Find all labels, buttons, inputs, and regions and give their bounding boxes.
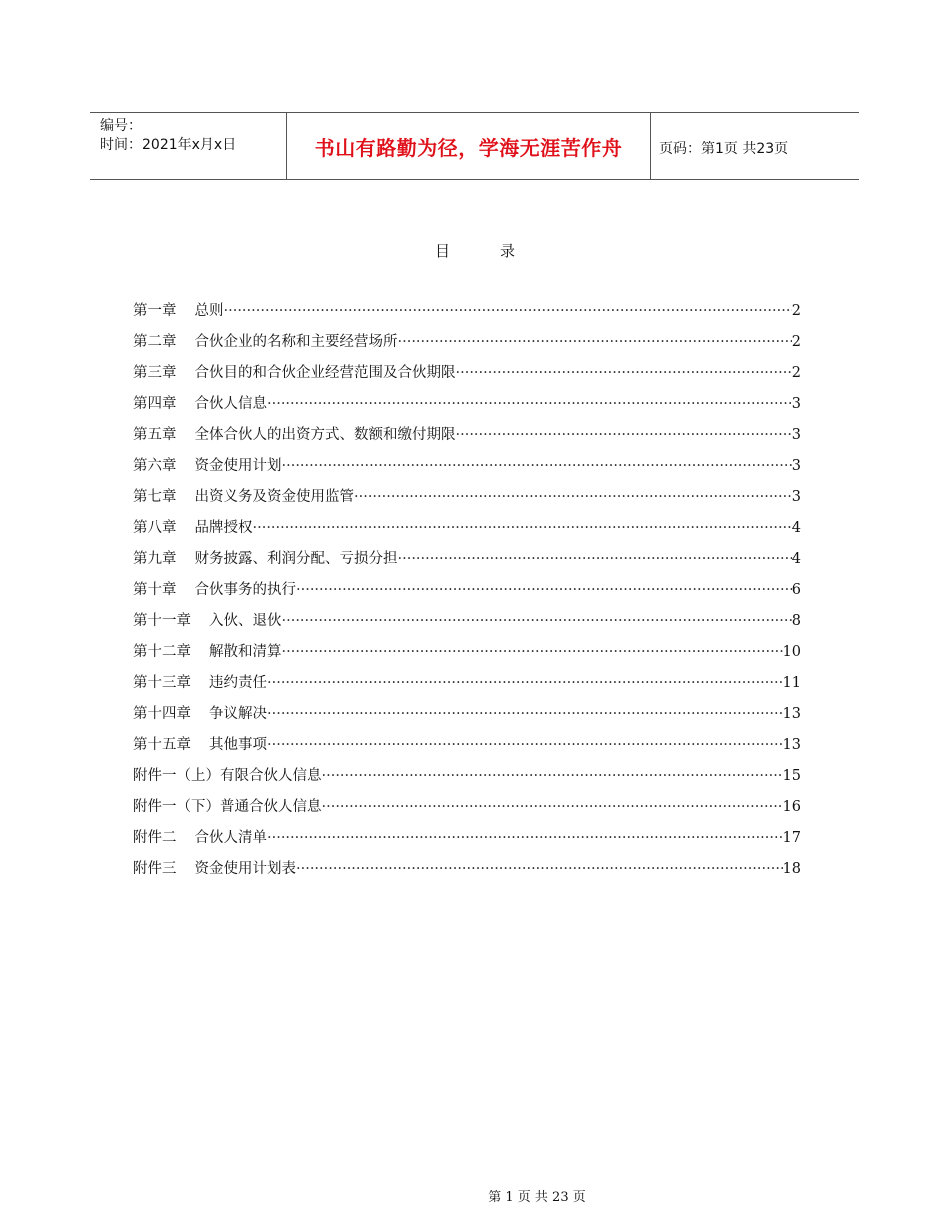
toc-entry-label [133,454,282,475]
toc-entry-label [133,857,296,878]
toc-entry-number: 第七章 [133,489,177,505]
toc-dot-leader [398,551,792,567]
toc-entry-label [133,702,267,723]
toc-dot-leader [398,334,792,350]
toc-entry-page: 6 [791,582,801,598]
toc-entry-label [133,764,322,785]
toc-entry[interactable] [133,578,801,609]
toc-entry[interactable] [133,547,801,578]
toc-entry-number: 第九章 [133,551,177,567]
toc-entry-title: 争议解决 [209,706,267,722]
toc-entry-title: 财务披露、利润分配、亏损分担 [194,551,398,567]
toc-entry-page: 8 [791,613,801,629]
toc-dot-leader [296,861,783,877]
toc-entry-label [133,671,267,692]
toc-entry-title: 合伙事务的执行 [194,582,296,598]
toc-entry-number: 第五章 [133,427,177,443]
table-of-contents [133,299,801,888]
toc-entry[interactable] [133,733,801,764]
toc-entry-title: 普通合伙人信息 [220,799,322,815]
motto-text: 书山有路勤为径，学海无涯苦作舟 [314,135,623,160]
page-header [90,112,859,180]
toc-entry-page: 3 [791,489,801,505]
page-footer: 第 1 页 共 23 页 [488,1190,586,1205]
toc-entry-number: 附件一（上） [133,768,220,784]
toc-dot-leader [267,737,783,753]
toc-dot-leader [296,582,792,598]
toc-entry-page: 15 [782,768,801,784]
toc-dot-leader [282,613,792,629]
page-info: 页码：第1页 共23页 [659,141,789,157]
toc-entry-number: 第二章 [133,334,177,350]
toc-entry-label [133,609,282,630]
toc-dot-leader [322,799,783,815]
toc-entry-number: 第十一章 [133,613,191,629]
toc-entry[interactable] [133,702,801,733]
toc-entry-label [133,299,224,320]
toc-entry-title: 其他事项 [209,737,267,753]
toc-entry-label [133,485,354,506]
toc-entry-title: 解散和清算 [209,644,282,660]
toc-entry-label [133,795,322,816]
toc-entry[interactable] [133,764,801,795]
serial-label: 编号： [100,118,142,134]
toc-entry-number: 第十章 [133,582,177,598]
toc-entry-label [133,361,456,382]
header-page-cell [649,113,859,179]
toc-dot-leader [267,396,792,412]
toc-entry-number: 附件二 [133,830,177,846]
toc-entry[interactable] [133,299,801,330]
toc-entry-page: 3 [791,427,801,443]
toc-dot-leader [322,768,783,784]
toc-entry-label [133,516,253,537]
toc-title: 目录 [434,242,565,260]
toc-entry-page: 16 [782,799,801,815]
toc-entry-number: 第三章 [133,365,177,381]
toc-entry-title: 品牌授权 [194,520,253,536]
toc-entry-page: 2 [791,365,801,381]
toc-entry[interactable] [133,857,801,888]
toc-entry-page: 13 [782,706,801,722]
toc-dot-leader [282,644,783,660]
toc-entry-page: 18 [782,861,801,877]
toc-entry-page: 11 [782,675,801,691]
toc-entry[interactable] [133,485,801,516]
toc-entry-page: 4 [791,551,801,567]
toc-dot-leader [267,830,783,846]
toc-entry-page: 3 [791,458,801,474]
toc-entry-label [133,640,282,661]
toc-entry-number: 第四章 [133,396,177,412]
toc-entry-title: 合伙人信息 [194,396,267,412]
toc-entry[interactable] [133,516,801,547]
toc-entry-title: 违约责任 [209,675,267,691]
toc-entry-label [133,330,398,351]
toc-dot-leader [456,427,792,443]
toc-dot-leader [224,303,792,319]
toc-entry-page: 2 [791,334,801,350]
toc-entry-title: 总则 [194,303,224,319]
toc-entry-number: 附件一（下） [133,799,220,815]
toc-entry[interactable] [133,609,801,640]
toc-entry-number: 第十三章 [133,675,191,691]
toc-entry-title: 入伙、退伙 [209,613,282,629]
toc-entry[interactable] [133,640,801,671]
toc-entry[interactable] [133,361,801,392]
toc-entry-title: 合伙企业的名称和主要经营场所 [194,334,398,350]
toc-entry-title: 有限合伙人信息 [220,768,322,784]
toc-entry-title: 全体合伙人的出资方式、数额和缴付期限 [194,427,456,443]
toc-entry[interactable] [133,423,801,454]
toc-entry-number: 附件三 [133,861,177,877]
toc-entry-page: 3 [791,396,801,412]
toc-dot-leader [267,675,783,691]
toc-entry-title: 出资义务及资金使用监管 [194,489,354,505]
toc-entry-title: 资金使用计划表 [194,861,296,877]
toc-entry-label [133,578,296,599]
toc-entry-title: 合伙目的和合伙企业经营范围及合伙期限 [194,365,456,381]
toc-dot-leader [267,706,783,722]
toc-dot-leader [282,458,792,474]
toc-entry-number: 第十二章 [133,644,191,660]
toc-entry[interactable] [133,392,801,423]
toc-entry[interactable] [133,454,801,485]
toc-entry-number: 第十四章 [133,706,191,722]
toc-entry[interactable] [133,671,801,702]
toc-entry-label [133,547,398,568]
header-meta [90,113,286,179]
toc-entry-page: 10 [782,644,801,660]
toc-entry-page: 4 [791,520,801,536]
toc-entry-title: 资金使用计划 [194,458,282,474]
toc-entry-label [133,423,456,444]
toc-entry-page: 17 [782,830,801,846]
toc-entry[interactable] [133,795,801,826]
toc-entry[interactable] [133,826,801,857]
toc-entry-page: 2 [791,303,801,319]
toc-entry-page: 13 [782,737,801,753]
toc-entry-title: 合伙人清单 [194,830,267,846]
time-label: 时间：2021年x月x日 [100,137,237,153]
toc-entry-number: 第十五章 [133,737,191,753]
toc-entry-label [133,826,267,847]
toc-dot-leader [253,520,792,536]
toc-entry-label [133,392,267,413]
toc-entry[interactable] [133,330,801,361]
toc-entry-number: 第一章 [133,303,177,319]
toc-dot-leader [456,365,792,381]
toc-entry-label [133,733,267,754]
toc-dot-leader [354,489,792,505]
header-motto-cell [286,113,651,179]
toc-entry-number: 第六章 [133,458,177,474]
toc-entry-number: 第八章 [133,520,177,536]
